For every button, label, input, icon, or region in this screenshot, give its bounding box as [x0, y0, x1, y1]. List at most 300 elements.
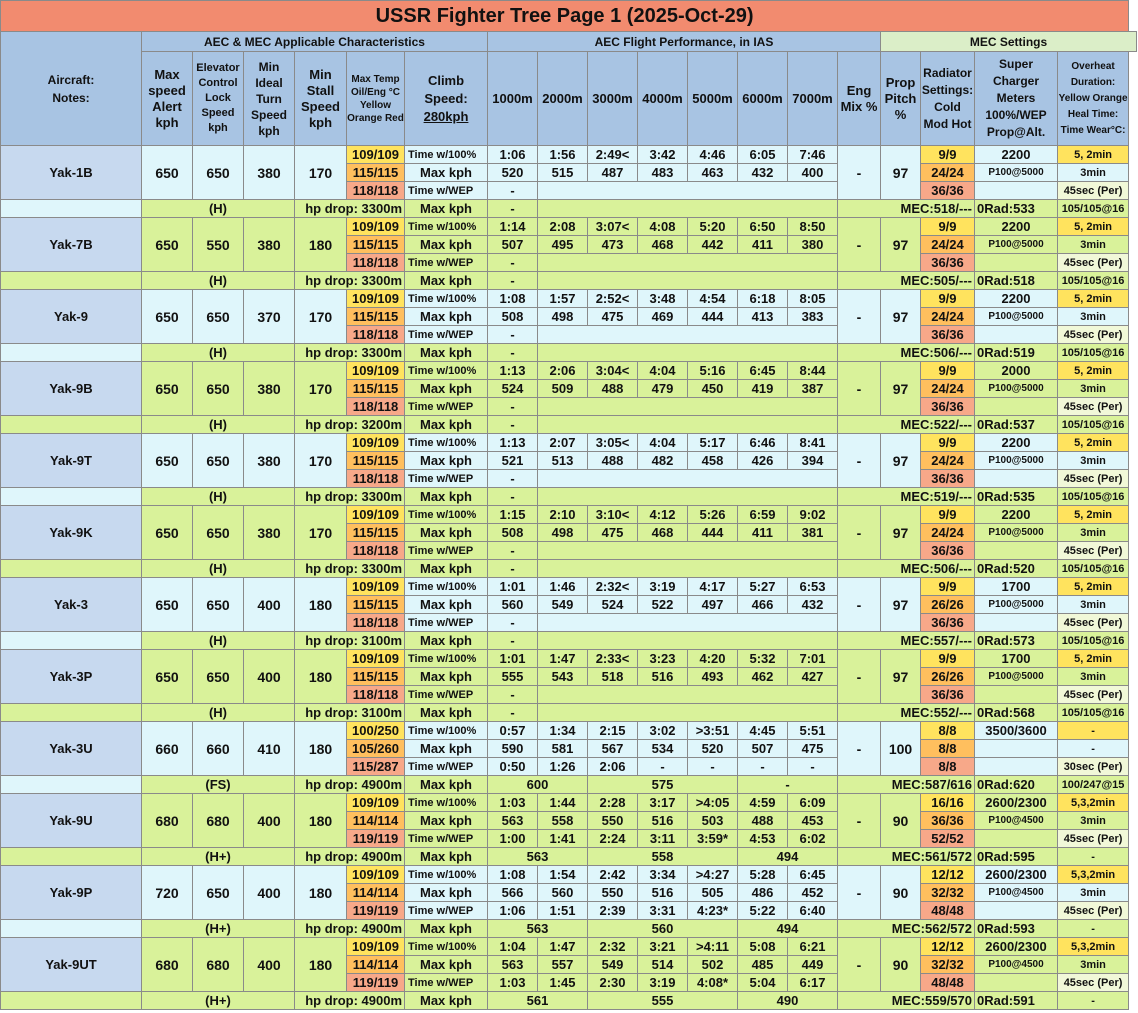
- hp-drop: hp drop: 3300m: [295, 200, 405, 218]
- eng-mix-value: -: [838, 650, 881, 704]
- aircraft-footer-blank: [1, 200, 142, 218]
- supercharger-meters: 2200: [975, 290, 1058, 308]
- max-kph-value: 516: [638, 668, 688, 686]
- time-wear: 105/105@16: [1058, 560, 1129, 578]
- climb-time-100: 6:46: [738, 434, 788, 452]
- label-time-wep: Time w/WEP: [405, 542, 488, 560]
- max-kph-value: 427: [788, 668, 838, 686]
- climb-time-100: 5:51: [788, 722, 838, 740]
- label-time-wep: Time w/WEP: [405, 902, 488, 920]
- radiator-hot: 36/36: [921, 182, 975, 200]
- eng-mix-value: -: [838, 362, 881, 416]
- supercharger-meters: 1700: [975, 578, 1058, 596]
- supercharger-prop-alt: P100@5000: [975, 308, 1058, 326]
- supercharger-prop-alt: P100@5000: [975, 380, 1058, 398]
- prop-pitch-value: 97: [881, 218, 921, 272]
- max-kph-value: 463: [688, 164, 738, 182]
- stall-speed-value: 180: [295, 794, 347, 848]
- max-kph-value: 483: [638, 164, 688, 182]
- empty-cell: [538, 398, 838, 416]
- turn-speed-header: Min Ideal Turn Speed kph: [244, 52, 295, 146]
- max-kph-value: 394: [788, 452, 838, 470]
- supercharger-meters: 2200: [975, 506, 1058, 524]
- aircraft-row: [1, 362, 1137, 380]
- mec-value: MEC:557/---: [838, 632, 975, 650]
- climb-time-wep: -: [488, 686, 538, 704]
- climb-time-100: 3:02: [638, 722, 688, 740]
- overheat-orange: 3min: [1058, 524, 1129, 542]
- max-speed-header: Max speed Alert kph: [142, 52, 193, 146]
- alt-header-3000: 3000m: [588, 52, 638, 146]
- max-kph-value: 453: [788, 812, 838, 830]
- max-kph-value: 475: [588, 524, 638, 542]
- footer-max-kph: 494: [738, 848, 838, 866]
- supercharger-prop-alt: P100@5000: [975, 524, 1058, 542]
- supercharger-meters: 3500/3600: [975, 722, 1058, 740]
- supercharger-empty: [975, 542, 1058, 560]
- max-kph-value: 513: [538, 452, 588, 470]
- empty-cell: [538, 272, 838, 290]
- notes-header-label: Notes:: [52, 90, 90, 105]
- climb-time-100: 1:34: [538, 722, 588, 740]
- zero-rad-value: 0Rad:535: [975, 488, 1058, 506]
- mec-value: MEC:522/---: [838, 416, 975, 434]
- label-time-100: Time w/100%: [405, 506, 488, 524]
- overheat-orange: 3min: [1058, 884, 1129, 902]
- supercharger-meters: 2600/2300: [975, 866, 1058, 884]
- max-kph-value: 452: [788, 884, 838, 902]
- climb-time-100: 3:10<: [588, 506, 638, 524]
- mec-value: MEC:505/---: [838, 272, 975, 290]
- max-kph-value: 560: [488, 596, 538, 614]
- max-kph-value: 524: [488, 380, 538, 398]
- supercharger-prop-alt: P100@5000: [975, 596, 1058, 614]
- empty-cell: [538, 614, 838, 632]
- max-kph-value: 516: [638, 884, 688, 902]
- aircraft-footer-row: [1, 992, 1137, 1010]
- eng-mix-value: -: [838, 578, 881, 632]
- overheat-orange: -: [1058, 740, 1129, 758]
- label-time-100: Time w/100%: [405, 434, 488, 452]
- climb-time-100: 3:42: [638, 146, 688, 164]
- aircraft-name: Yak-3P: [1, 650, 142, 704]
- max-kph-value: 485: [738, 956, 788, 974]
- aircraft-footer-blank: [1, 704, 142, 722]
- radiator-cold: 16/16: [921, 794, 975, 812]
- supercharger-empty: [975, 614, 1058, 632]
- climb-time-wep: -: [638, 758, 688, 776]
- aec-performance-group-header: AEC Flight Performance, in IAS: [488, 32, 881, 52]
- max-kph-value: 503: [688, 812, 738, 830]
- climb-time-100: 2:52<: [588, 290, 638, 308]
- eng-mix-value: -: [838, 290, 881, 344]
- aircraft-footer-blank: [1, 488, 142, 506]
- aircraft-row: [1, 578, 1137, 596]
- aircraft-name: Yak-3: [1, 578, 142, 632]
- max-kph-value: 567: [588, 740, 638, 758]
- max-kph-value: 488: [588, 452, 638, 470]
- overheat-yellow: 5, 2min: [1058, 650, 1129, 668]
- climb-time-100: 4:08: [638, 218, 688, 236]
- turn-speed-value: 400: [244, 794, 295, 848]
- climb-time-wep: 6:02: [788, 830, 838, 848]
- zero-rad-value: 0Rad:537: [975, 416, 1058, 434]
- supercharger-empty: [975, 398, 1058, 416]
- overheat-yellow: 5, 2min: [1058, 146, 1129, 164]
- climb-time-100: 6:09: [788, 794, 838, 812]
- max-kph-value: 557: [538, 956, 588, 974]
- climb-time-100: 4:46: [688, 146, 738, 164]
- climb-time-100: 4:45: [738, 722, 788, 740]
- eng-mix-value: -: [838, 938, 881, 992]
- max-kph-value: 521: [488, 452, 538, 470]
- climb-time-100: 4:04: [638, 362, 688, 380]
- footer-max-kph: 561: [488, 992, 588, 1010]
- zero-rad-value: 0Rad:518: [975, 272, 1058, 290]
- temp-yellow: 109/109: [347, 290, 405, 308]
- max-kph-value: 380: [788, 236, 838, 254]
- alt-header-2000: 2000m: [538, 52, 588, 146]
- climb-time-100: 5:08: [738, 938, 788, 956]
- footer-max-kph: 490: [738, 992, 838, 1010]
- radiator-cold: 12/12: [921, 866, 975, 884]
- hp-drop: hp drop: 3100m: [295, 632, 405, 650]
- temp-yellow: 109/109: [347, 218, 405, 236]
- overheat-orange: 3min: [1058, 380, 1129, 398]
- overheat-yellow: 5, 2min: [1058, 362, 1129, 380]
- aircraft-name: Yak-7B: [1, 218, 142, 272]
- climb-time-100: 6:59: [738, 506, 788, 524]
- elevator-lock-value: 650: [193, 146, 244, 200]
- aircraft-note: (H+): [142, 920, 295, 938]
- radiator-cold: 9/9: [921, 578, 975, 596]
- radiator-hot: 36/36: [921, 614, 975, 632]
- time-wear: -: [1058, 992, 1129, 1010]
- label-max-kph: Max kph: [405, 884, 488, 902]
- label-max-kph: Max kph: [405, 632, 488, 650]
- climb-time-100: 5:20: [688, 218, 738, 236]
- climb-time-100: 2:33<: [588, 650, 638, 668]
- turn-speed-value: 380: [244, 434, 295, 488]
- alt-header-7000: 7000m: [788, 52, 838, 146]
- climb-time-100: 1:08: [488, 290, 538, 308]
- aircraft-name: Yak-3U: [1, 722, 142, 776]
- supercharger-empty: [975, 830, 1058, 848]
- supercharger-meters: 2200: [975, 146, 1058, 164]
- prop-pitch-value: 90: [881, 866, 921, 920]
- aircraft-footer-row: [1, 560, 1137, 578]
- overheat-orange: 3min: [1058, 812, 1129, 830]
- aircraft-note: (H): [142, 560, 295, 578]
- aircraft-footer-row: [1, 272, 1137, 290]
- elevator-lock-value: 650: [193, 434, 244, 488]
- max-kph-value: 383: [788, 308, 838, 326]
- max-speed-value: 650: [142, 218, 193, 272]
- empty-cell: [538, 344, 838, 362]
- label-time-wep: Time w/WEP: [405, 398, 488, 416]
- supercharger-prop-alt: [975, 740, 1058, 758]
- climb-time-100: 8:05: [788, 290, 838, 308]
- eng-mix-value: -: [838, 506, 881, 560]
- aircraft-note: (FS): [142, 776, 295, 794]
- stall-speed-value: 180: [295, 722, 347, 776]
- max-kph-value: 508: [488, 524, 538, 542]
- max-kph-value: 468: [638, 236, 688, 254]
- label-time-wep: Time w/WEP: [405, 830, 488, 848]
- supercharger-prop-alt: P100@5000: [975, 236, 1058, 254]
- label-max-kph: Max kph: [405, 164, 488, 182]
- radiator-mod: 26/26: [921, 596, 975, 614]
- radiator-cold: 9/9: [921, 434, 975, 452]
- label-time-wep: Time w/WEP: [405, 686, 488, 704]
- climb-time-wep: -: [488, 542, 538, 560]
- max-kph-value: 495: [538, 236, 588, 254]
- climb-time-100: 6:18: [738, 290, 788, 308]
- climb-time-100: 8:41: [788, 434, 838, 452]
- hp-drop: hp drop: 4900m: [295, 992, 405, 1010]
- turn-speed-value: 400: [244, 938, 295, 992]
- max-kph-value: 502: [688, 956, 738, 974]
- supercharger-empty: [975, 182, 1058, 200]
- eng-mix-value: -: [838, 146, 881, 200]
- climb-time-100: 8:50: [788, 218, 838, 236]
- supercharger-prop-alt: P100@4500: [975, 884, 1058, 902]
- label-max-kph: Max kph: [405, 560, 488, 578]
- footer-max-kph: -: [488, 704, 538, 722]
- supercharger-empty: [975, 254, 1058, 272]
- aircraft-footer-blank: [1, 272, 142, 290]
- empty-cell: [538, 488, 838, 506]
- climb-time-100: 3:07<: [588, 218, 638, 236]
- heal-time: 45sec (Per): [1058, 902, 1129, 920]
- aircraft-footer-blank: [1, 992, 142, 1010]
- footer-max-kph: 555: [588, 992, 738, 1010]
- hp-drop: hp drop: 3200m: [295, 416, 405, 434]
- label-max-kph: Max kph: [405, 848, 488, 866]
- supercharger-meters: 2200: [975, 434, 1058, 452]
- supercharger-prop-alt: P100@5000: [975, 164, 1058, 182]
- max-kph-value: 543: [538, 668, 588, 686]
- prop-pitch-value: 97: [881, 506, 921, 560]
- footer-max-kph: 494: [738, 920, 838, 938]
- aircraft-row: [1, 722, 1137, 740]
- heal-time: 45sec (Per): [1058, 614, 1129, 632]
- max-kph-value: 505: [688, 884, 738, 902]
- temp-orange: 115/115: [347, 308, 405, 326]
- label-time-wep: Time w/WEP: [405, 254, 488, 272]
- climb-speed-header: [405, 52, 488, 146]
- overheat-orange: 3min: [1058, 956, 1129, 974]
- aircraft-footer-blank: [1, 776, 142, 794]
- max-kph-value: 488: [588, 380, 638, 398]
- stall-speed-value: 180: [295, 866, 347, 920]
- max-kph-value: 488: [738, 812, 788, 830]
- climb-time-100: 2:32<: [588, 578, 638, 596]
- mec-value: MEC:552/---: [838, 704, 975, 722]
- climb-time-100: 4:54: [688, 290, 738, 308]
- aircraft-name: Yak-9B: [1, 362, 142, 416]
- max-kph-value: 469: [638, 308, 688, 326]
- overheat-yellow: 5, 2min: [1058, 434, 1129, 452]
- label-max-kph: Max kph: [405, 812, 488, 830]
- aircraft-row: [1, 218, 1137, 236]
- climb-time-wep: 6:17: [788, 974, 838, 992]
- climb-time-100: >3:51: [688, 722, 738, 740]
- zero-rad-value: 0Rad:591: [975, 992, 1058, 1010]
- label-max-kph: Max kph: [405, 740, 488, 758]
- max-kph-value: 473: [588, 236, 638, 254]
- aircraft-footer-blank: [1, 920, 142, 938]
- climb-time-100: 2:49<: [588, 146, 638, 164]
- max-kph-value: 520: [688, 740, 738, 758]
- climb-time-100: 0:57: [488, 722, 538, 740]
- aircraft-header: [1, 32, 142, 146]
- climb-time-100: 1:04: [488, 938, 538, 956]
- climb-time-100: 5:26: [688, 506, 738, 524]
- label-time-100: Time w/100%: [405, 146, 488, 164]
- aircraft-note: (H): [142, 200, 295, 218]
- alt-header-4000: 4000m: [638, 52, 688, 146]
- temp-orange: 115/115: [347, 524, 405, 542]
- max-speed-value: 680: [142, 794, 193, 848]
- supercharger-header: Super Charger Meters 100%/WEP Prop@Alt.: [975, 52, 1058, 146]
- prop-pitch-value: 97: [881, 290, 921, 344]
- zero-rad-value: 0Rad:595: [975, 848, 1058, 866]
- climb-time-100: 6:53: [788, 578, 838, 596]
- overheat-orange: 3min: [1058, 452, 1129, 470]
- climb-time-wep: -: [488, 470, 538, 488]
- turn-speed-value: 380: [244, 362, 295, 416]
- temp-yellow: 109/109: [347, 506, 405, 524]
- stall-speed-value: 180: [295, 650, 347, 704]
- climb-time-100: 2:42: [588, 866, 638, 884]
- climb-time-wep: 4:53: [738, 830, 788, 848]
- hp-drop: hp drop: 3300m: [295, 488, 405, 506]
- hp-drop: hp drop: 4900m: [295, 848, 405, 866]
- climb-time-100: 1:01: [488, 578, 538, 596]
- max-kph-value: 411: [738, 524, 788, 542]
- label-max-kph: Max kph: [405, 704, 488, 722]
- heal-time: 45sec (Per): [1058, 254, 1129, 272]
- climb-time-100: 2:06: [538, 362, 588, 380]
- climb-time-100: 4:59: [738, 794, 788, 812]
- climb-time-100: 2:07: [538, 434, 588, 452]
- max-kph-value: 479: [638, 380, 688, 398]
- max-kph-value: 442: [688, 236, 738, 254]
- climb-time-100: >4:27: [688, 866, 738, 884]
- aircraft-name: Yak-9U: [1, 794, 142, 848]
- elevator-lock-value: 650: [193, 290, 244, 344]
- temp-orange: 115/115: [347, 452, 405, 470]
- time-wear: 105/105@16: [1058, 704, 1129, 722]
- aircraft-footer-row: [1, 776, 1137, 794]
- page-title: USSR Fighter Tree Page 1 (2025-Oct-29): [1, 1, 1129, 32]
- elevator-lock-value: 650: [193, 578, 244, 632]
- mec-value: MEC:506/---: [838, 560, 975, 578]
- overheat-orange: 3min: [1058, 668, 1129, 686]
- climb-time-wep: -: [488, 326, 538, 344]
- climb-time-wep: 1:26: [538, 758, 588, 776]
- radiator-cold: 9/9: [921, 362, 975, 380]
- temp-red: 118/118: [347, 542, 405, 560]
- aircraft-footer-row: [1, 488, 1137, 506]
- stall-speed-value: 180: [295, 218, 347, 272]
- temp-yellow: 109/109: [347, 146, 405, 164]
- climb-time-wep: 3:59*: [688, 830, 738, 848]
- prop-pitch-value: 97: [881, 362, 921, 416]
- zero-rad-value: 0Rad:593: [975, 920, 1058, 938]
- heal-time: 45sec (Per): [1058, 182, 1129, 200]
- radiator-hot: 36/36: [921, 254, 975, 272]
- aircraft-footer-row: [1, 344, 1137, 362]
- temp-orange: 115/115: [347, 380, 405, 398]
- overheat-header: Overheat Duration: Yellow Orange Heal Time: Time Wear°C:: [1058, 52, 1129, 146]
- aircraft-footer-row: [1, 920, 1137, 938]
- label-time-100: Time w/100%: [405, 362, 488, 380]
- radiator-mod: 8/8: [921, 740, 975, 758]
- climb-time-100: 6:45: [738, 362, 788, 380]
- max-kph-value: 387: [788, 380, 838, 398]
- max-kph-value: 381: [788, 524, 838, 542]
- max-speed-value: 720: [142, 866, 193, 920]
- hp-drop: hp drop: 4900m: [295, 920, 405, 938]
- climb-time-100: 4:12: [638, 506, 688, 524]
- climb-time-wep: 2:06: [588, 758, 638, 776]
- max-kph-value: 482: [638, 452, 688, 470]
- stall-speed-value: 180: [295, 938, 347, 992]
- max-kph-value: 518: [588, 668, 638, 686]
- max-kph-value: 563: [488, 956, 538, 974]
- climb-time-wep: 1:00: [488, 830, 538, 848]
- max-kph-value: 508: [488, 308, 538, 326]
- climb-time-wep: 3:19: [638, 974, 688, 992]
- aircraft-footer-blank: [1, 344, 142, 362]
- footer-max-kph: -: [488, 272, 538, 290]
- overheat-orange: 3min: [1058, 164, 1129, 182]
- supercharger-prop-alt: P100@5000: [975, 668, 1058, 686]
- hp-drop: hp drop: 4900m: [295, 776, 405, 794]
- climb-time-wep: 1:51: [538, 902, 588, 920]
- max-kph-value: 549: [538, 596, 588, 614]
- aircraft-note: (H+): [142, 848, 295, 866]
- max-kph-value: 515: [538, 164, 588, 182]
- climb-time-100: 1:13: [488, 434, 538, 452]
- label-time-100: Time w/100%: [405, 650, 488, 668]
- heal-time: 45sec (Per): [1058, 830, 1129, 848]
- max-kph-value: 444: [688, 308, 738, 326]
- radiator-hot: 36/36: [921, 542, 975, 560]
- climb-time-wep: -: [488, 254, 538, 272]
- empty-cell: [538, 704, 838, 722]
- aircraft-note: (H): [142, 272, 295, 290]
- max-speed-value: 650: [142, 290, 193, 344]
- elevator-lock-value: 680: [193, 938, 244, 992]
- climb-time-wep: 1:03: [488, 974, 538, 992]
- label-time-wep: Time w/WEP: [405, 974, 488, 992]
- supercharger-meters: 2200: [975, 218, 1058, 236]
- max-speed-value: 650: [142, 362, 193, 416]
- stall-speed-value: 170: [295, 290, 347, 344]
- radiator-hot: 52/52: [921, 830, 975, 848]
- climb-time-wep: 2:24: [588, 830, 638, 848]
- max-kph-value: 498: [538, 524, 588, 542]
- climb-time-100: 6:50: [738, 218, 788, 236]
- supercharger-empty: [975, 758, 1058, 776]
- max-kph-value: 558: [538, 812, 588, 830]
- climb-time-wep: 0:50: [488, 758, 538, 776]
- max-kph-value: 468: [638, 524, 688, 542]
- climb-time-100: 9:02: [788, 506, 838, 524]
